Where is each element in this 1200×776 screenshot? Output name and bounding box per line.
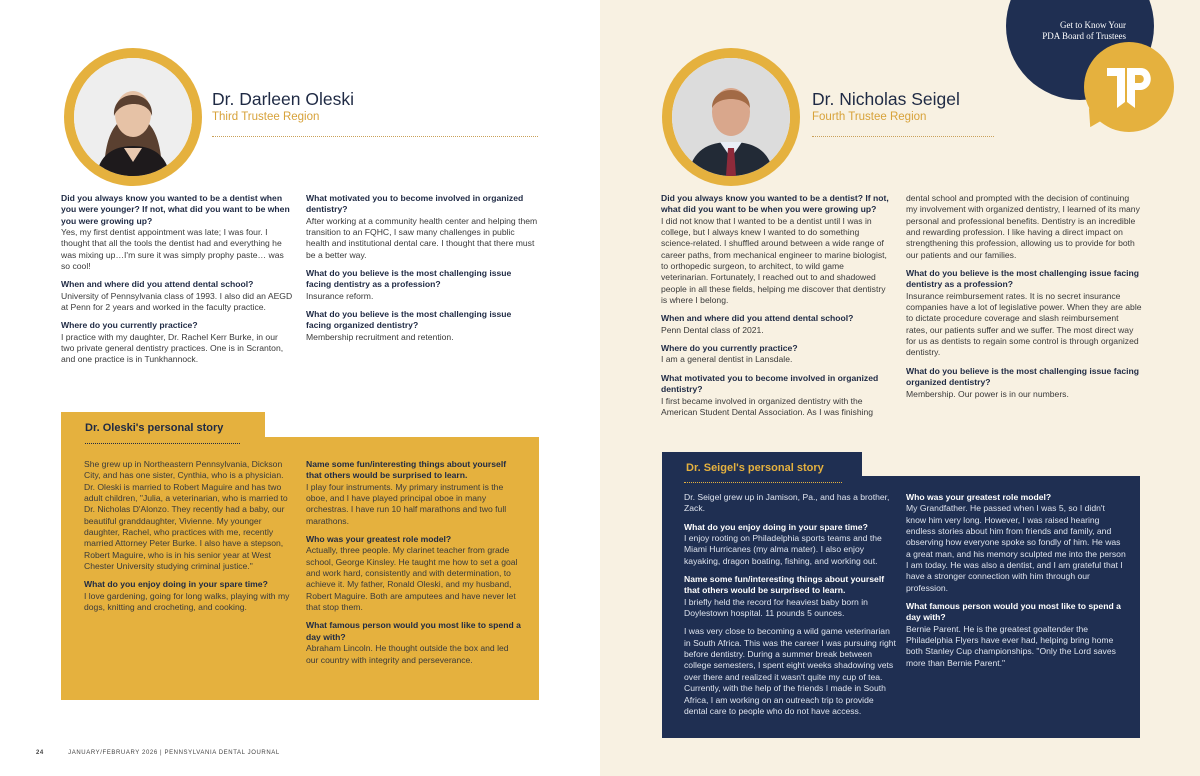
oleski-story-answer: I love gardening, going for long walks, playing with my dogs, knitting and crocheting, and cooking. xyxy=(84,590,290,613)
oleski-region: Third Trustee Region xyxy=(212,111,320,123)
seigel-story-answer: I enjoy rooting on Philadelphia sports teams and the Miami Hurricanes (my alma mater). I also enjoy kayaking, dragon boating, fishing, and working out. xyxy=(684,533,882,566)
seigel-qa-answer: Membership. Our power is in our numbers. xyxy=(906,388,1069,399)
seigel-story-question: Who was your greatest role model? xyxy=(906,492,1052,502)
oleski-story-question: What do you enjoy doing in your spare time? xyxy=(84,579,268,590)
oleski-name: Dr. Darleen Oleski xyxy=(212,89,354,109)
seigel-photo-illustration xyxy=(672,58,790,176)
oleski-qa-answer: I practice with my daughter, Dr. Rachel Kerr Burke, in our two private general dentistry practices. One is in Scranton, and one practice is in Tunkhannock. xyxy=(61,331,284,365)
badge-line-1: Get to Know Your xyxy=(1059,20,1126,30)
seigel-story-divider xyxy=(684,482,842,483)
oleski-qa-answer: Insurance reform. xyxy=(306,290,374,301)
oleski-qa-question: When and where did you attend dental school? xyxy=(61,279,254,290)
oleski-qa-column-1 xyxy=(61,193,293,373)
oleski-story-question: What famous person would you most like to spend a day with? xyxy=(306,620,521,642)
oleski-qa-answer: University of Pennsylvania class of 1993. I also did an AEGD at Penn for 2 years and worked in the faculty practice. xyxy=(61,290,293,313)
oleski-story-title: Dr. Oleski's personal story xyxy=(85,422,224,434)
seigel-name-divider xyxy=(812,136,994,137)
seigel-qa-column-1 xyxy=(661,193,893,425)
right-page xyxy=(600,0,1200,776)
seigel-story-question: What famous person would you most like to spend a day with? xyxy=(906,601,1121,623)
pda-logo-icon xyxy=(1103,62,1157,112)
seigel-story-title: Dr. Seigel's personal story xyxy=(686,462,824,474)
seigel-story-column-1 xyxy=(684,492,896,724)
badge-text xyxy=(1012,20,1126,43)
oleski-qa-question: What do you believe is the most challenging issue facing organized dentistry? xyxy=(306,309,512,331)
seigel-story-question: Name some fun/interesting things about yourself that others would be surprised to learn. xyxy=(684,574,885,596)
oleski-story-divider xyxy=(85,443,240,444)
seigel-story-continuation: I was very close to becoming a wild game veterinarian in South Africa. This was the career I was pursuing right before dentistry. During a summer break between college semesters, I spent eight weeks shadowing vets over there and realized it wasn't quite my cup of tea. Currently, with the help of the friends I made in South Africa, I am working on an outreach trip to provide dental care to people who do not have access. xyxy=(684,626,896,716)
seigel-qa-question: What motivated you to become involved in organized dentistry? xyxy=(661,372,879,395)
seigel-qa-question: What do you believe is the most challenging issue facing dentistry as a profession? xyxy=(906,268,1140,290)
seigel-story-intro: Dr. Seigel grew up in Jamison, Pa., and has a brother, Zack. xyxy=(684,492,890,514)
footer-journal-text: JANUARY/FEBRUARY 2026 | PENNSYLVANIA DENTAL JOURNAL xyxy=(68,750,280,756)
oleski-qa-question: What do you believe is the most challenging issue facing dentistry as a profession? xyxy=(306,268,512,290)
seigel-qa-question: What do you believe is the most challenging issue facing organized dentistry? xyxy=(906,365,1140,388)
seigel-name: Dr. Nicholas Seigel xyxy=(812,89,960,109)
oleski-story-question: Name some fun/interesting things about yourself that others would be surprised to learn. xyxy=(306,459,507,481)
oleski-story-question: Who was your greatest role model? xyxy=(306,534,452,545)
oleski-qa-question: Where do you currently practice? xyxy=(61,320,198,331)
oleski-portrait xyxy=(74,58,192,176)
seigel-qa-answer: I first became involved in organized dentistry with the American Student Dental Association. As I was finishing xyxy=(661,395,874,417)
oleski-photo-illustration xyxy=(74,58,192,176)
seigel-story-qa-list-1 xyxy=(684,522,896,620)
oleski-story-column-2 xyxy=(306,459,522,673)
oleski-qa-question: Did you always know you wanted to be a dentist when you were younger? If not, what did you want to be when you were growing up? xyxy=(61,193,290,226)
seigel-qa-continuation: dental school and prompted with the decision of continuing my involvement with organized dentistry, I learned of its many personal and professional benefits. Dentistry is an incredible and rewarding profession. I like having a direct impact on strengthening this profession, allowing us to provide for both our patients and our families. xyxy=(906,193,1140,260)
seigel-qa-answer: I did not know that I wanted to be a dentist until I was in college, but I always knew I wanted to do something science-related. I shuffled around between a wide range of career paths, from mechanical engineer to marine biologist, to orthopedic surgeon, to architect, to wild game veterinarian. Fortunately, I reached out to and shadowed people in all these fields, helping me discover that dentistry is where I belong. xyxy=(661,215,887,306)
oleski-qa-answer: Membership recruitment and retention. xyxy=(306,331,454,342)
oleski-qa-column-2 xyxy=(306,193,538,350)
seigel-story-tab xyxy=(662,452,862,482)
badge-line-2: PDA Board of Trustees xyxy=(1042,31,1126,42)
oleski-name-divider xyxy=(212,136,538,137)
oleski-story-column-1 xyxy=(84,459,292,620)
seigel-qa-question: When and where did you attend dental school? xyxy=(661,313,854,324)
seigel-story-answer: My Grandfather. He passed when I was 5, so I didn't know him very long. However, I was raised hearing endless stories about him from friends and family, and observing how everyone spoke so fondly of him. He was a great man, and his memory sculpted me into the person I am today. He was also a dentist, and I am grateful that I have a stronger connection with him through our profession. xyxy=(906,503,1126,593)
oleski-story-intro: She grew up in Northeastern Pennsylvania, Dickson City, and has one sister, Cynthia, who is a physician. Dr. Oleski is married to Robert Maguire and has two adult children, "Julia, a veterinarian, who is married to Dr. Nicholas D'Alonzo. They recently had a baby, our beautiful granddaughter, Vivienne. My younger daughter, Rachel, who practices with me, recently married Attorney Peter Burke. I also have a stepson, Robert Maguire, who is in his senior year at West Chester University studying criminal justice." xyxy=(84,459,288,572)
seigel-qa-answer: I am a general dentist in Lansdale. xyxy=(661,354,793,365)
oleski-story-tab xyxy=(61,412,265,442)
seigel-qa-question: Did you always know you wanted to be a dentist? If not, what did you want to be when you were growing up? xyxy=(661,193,889,215)
oleski-qa-answer: Yes, my first dentist appointment was late; I was four. I thought that all the tools the dentist had and everything he was mixing up…I'm sure it was simply prophy paste… was so cool! xyxy=(61,227,284,272)
seigel-qa-question: Where do you currently practice? xyxy=(661,343,798,354)
oleski-qa-question: What motivated you to become involved in organized dentistry? xyxy=(306,193,524,215)
page-number: 24 xyxy=(36,750,44,756)
seigel-story-answer: I briefly held the record for heaviest baby born in Doylestown hospital. 11 pounds 5 ounces. xyxy=(684,596,868,619)
oleski-story-answer: Abraham Lincoln. He thought outside the box and led our country with integrity and perseverance. xyxy=(306,643,509,665)
oleski-story-answer: I play four instruments. My primary instrument is the oboe, and I have played principal oboe in many orchestras. I have run 10 half marathons and two full marathons. xyxy=(306,481,507,526)
seigel-qa-answer: Penn Dental class of 2021. xyxy=(661,324,764,335)
seigel-portrait xyxy=(672,58,790,176)
page-footer xyxy=(36,750,280,756)
oleski-story-qa-list-1 xyxy=(84,579,292,613)
oleski-qa-answer: After working at a community health center and helping them transition to an FQHC, I saw many challenges in public health and institutional dental care. I thought that there must be a better way. xyxy=(306,215,538,260)
seigel-story-question: What do you enjoy doing in your spare time? xyxy=(684,521,868,532)
seigel-story-answer: Bernie Parent. He is the greatest goaltender the Philadelphia Flyers have ever had, helping bring home both Stanley Cup championships. "Only the Lord saves more than Bernie Parent." xyxy=(906,623,1116,668)
seigel-story-column-2 xyxy=(906,492,1126,676)
seigel-qa-answer: Insurance reimbursement rates. It is no secret insurance companies have a lot of legislative power. When they are able to dictate procedure coverage and slash reimbursement rates, our patients suffer and we suffer. The most direct way for us as dentists to regain some control is through organized dentistry. xyxy=(906,290,1142,358)
seigel-region: Fourth Trustee Region xyxy=(812,111,927,123)
seigel-qa-list-2 xyxy=(906,268,1142,400)
oleski-story-answer: Actually, three people. My clarinet teacher from grade school, George Kinsley. He taught me how to set a goal and work hard, consistently and with determination, to achieve it. My father, Ronald Oleski, and my husband, Robert Maguire. Both are amputees and have never let that stop them. xyxy=(306,545,518,613)
seigel-qa-column-2 xyxy=(906,193,1142,407)
